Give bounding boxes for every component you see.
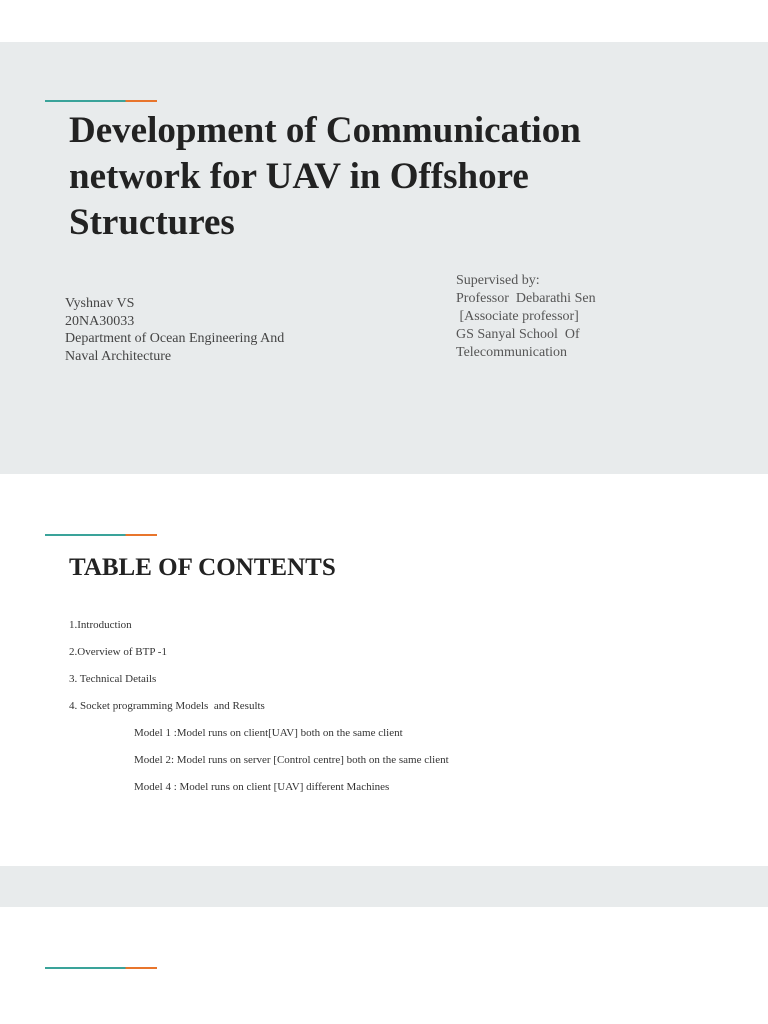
- toc-subitem-model-1: Model 1 :Model runs on client[UAV] both on the same client: [134, 727, 403, 739]
- title-accent-bar: [45, 100, 157, 102]
- supervisor-heading: Supervised by:: [456, 273, 540, 288]
- author-name: Vyshnav VS: [65, 296, 135, 311]
- slide3-accent-bar: [45, 967, 157, 969]
- slide-separator: [0, 866, 768, 907]
- supervisor-designation: [Associate professor]: [456, 309, 579, 324]
- toc-subitem-model-2: Model 2: Model runs on server [Control centre] both on the same client: [134, 754, 449, 766]
- toc-item-technical-details: 3. Technical Details: [69, 673, 157, 685]
- title-slide: [0, 42, 768, 474]
- supervisor-school-line2: Telecommunication: [456, 345, 567, 360]
- author-department-line2: Naval Architecture: [65, 348, 172, 364]
- toc-subitem-model-4: Model 4 : Model runs on client [UAV] different Machines: [134, 781, 390, 793]
- author-roll-number: 20NA30033: [65, 313, 135, 329]
- presentation-title: Development of Communication network for UAV in Offshore Structures: [69, 110, 581, 243]
- toc-list: [69, 617, 449, 806]
- toc-title: TABLE OF CONTENTS: [69, 554, 336, 581]
- toc-accent-bar: [45, 534, 157, 536]
- toc-item-overview: 2.Overview of BTP -1: [69, 646, 167, 658]
- toc-item-socket-programming: 4. Socket programming Models and Results: [69, 700, 265, 712]
- supervisor-name: Professor Debarathi Sen: [456, 291, 596, 306]
- supervisor-school-line1: GS Sanyal School Of: [456, 327, 580, 342]
- supervisor-block: [456, 272, 596, 362]
- author-department-line1: Department of Ocean Engineering And: [65, 331, 285, 346]
- toc-item-introduction: 1.Introduction: [69, 619, 132, 631]
- author-block: [65, 295, 284, 365]
